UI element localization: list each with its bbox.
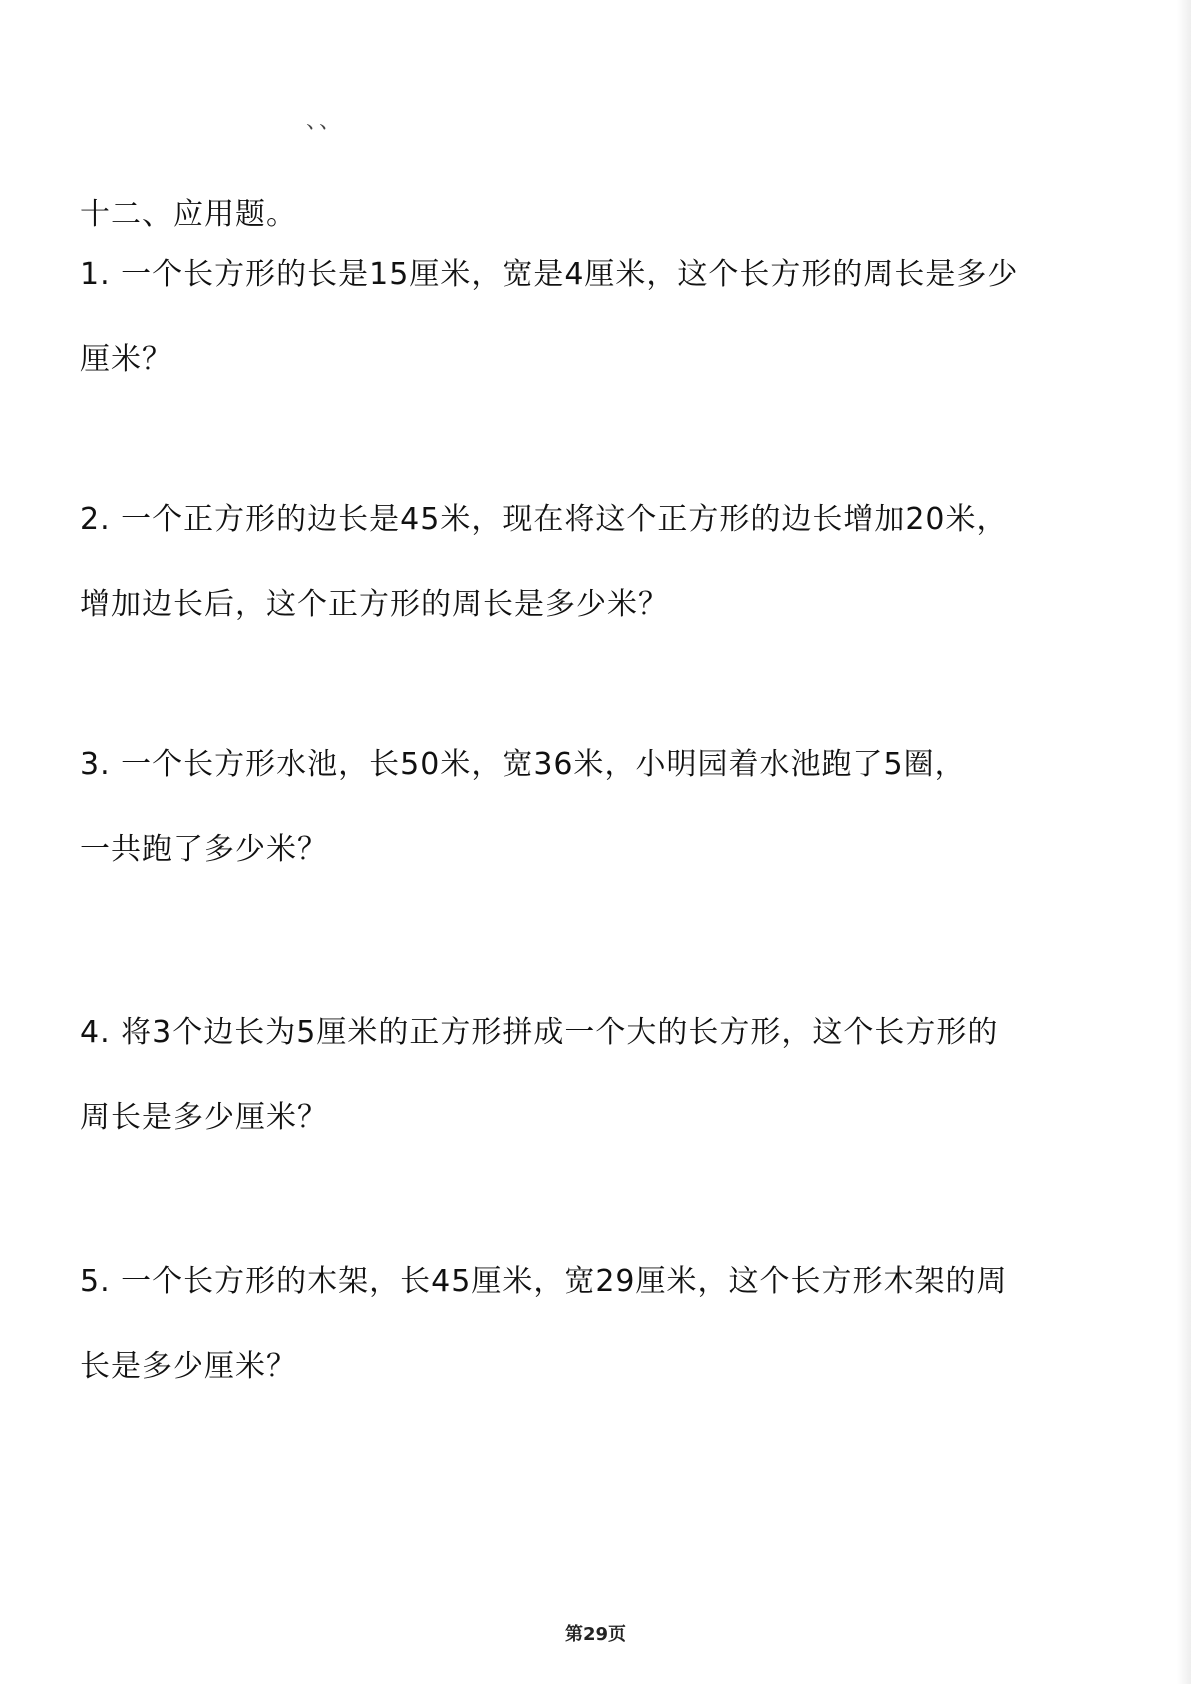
question-3: [80, 745, 966, 870]
question-text-line-2: 厘米？: [80, 342, 173, 377]
stray-marks: 、、: [306, 109, 344, 134]
question-text-line-1: 2. 一个正方形的边长是45米，现在将这个正方形的边长增加20米，: [80, 502, 1008, 537]
section-title: 十二、应用题。: [80, 197, 297, 232]
question-4: [80, 1013, 998, 1138]
question-2: [80, 500, 1008, 625]
question-text-line-2: 周长是多少厘米？: [80, 1100, 328, 1135]
question-text-line-1: 5. 一个长方形的木架，长45厘米，宽29厘米，这个长方形木架的周: [80, 1264, 1008, 1299]
question-text-line-2: 增加边长后，这个正方形的周长是多少米？: [80, 587, 669, 622]
question-text-line-1: 1. 一个长方形的长是15厘米，宽是4厘米，这个长方形的周长是多少: [80, 257, 1019, 292]
page-number: 第29页: [564, 1624, 627, 1645]
question-text-line-1: 4. 将3个边长为5厘米的正方形拼成一个大的长方形，这个长方形的: [80, 1015, 999, 1050]
question-text-line-2: 长是多少厘米？: [80, 1349, 297, 1384]
page-edge-shadow: [1177, 0, 1191, 1684]
question-1: [80, 255, 1018, 380]
question-text-line-1: 3. 一个长方形水池，长50米，宽36米，小明园着水池跑了5圈，: [80, 747, 966, 782]
question-text-line-2: 一共跑了多少米？: [80, 832, 328, 867]
question-5: [80, 1262, 1008, 1387]
